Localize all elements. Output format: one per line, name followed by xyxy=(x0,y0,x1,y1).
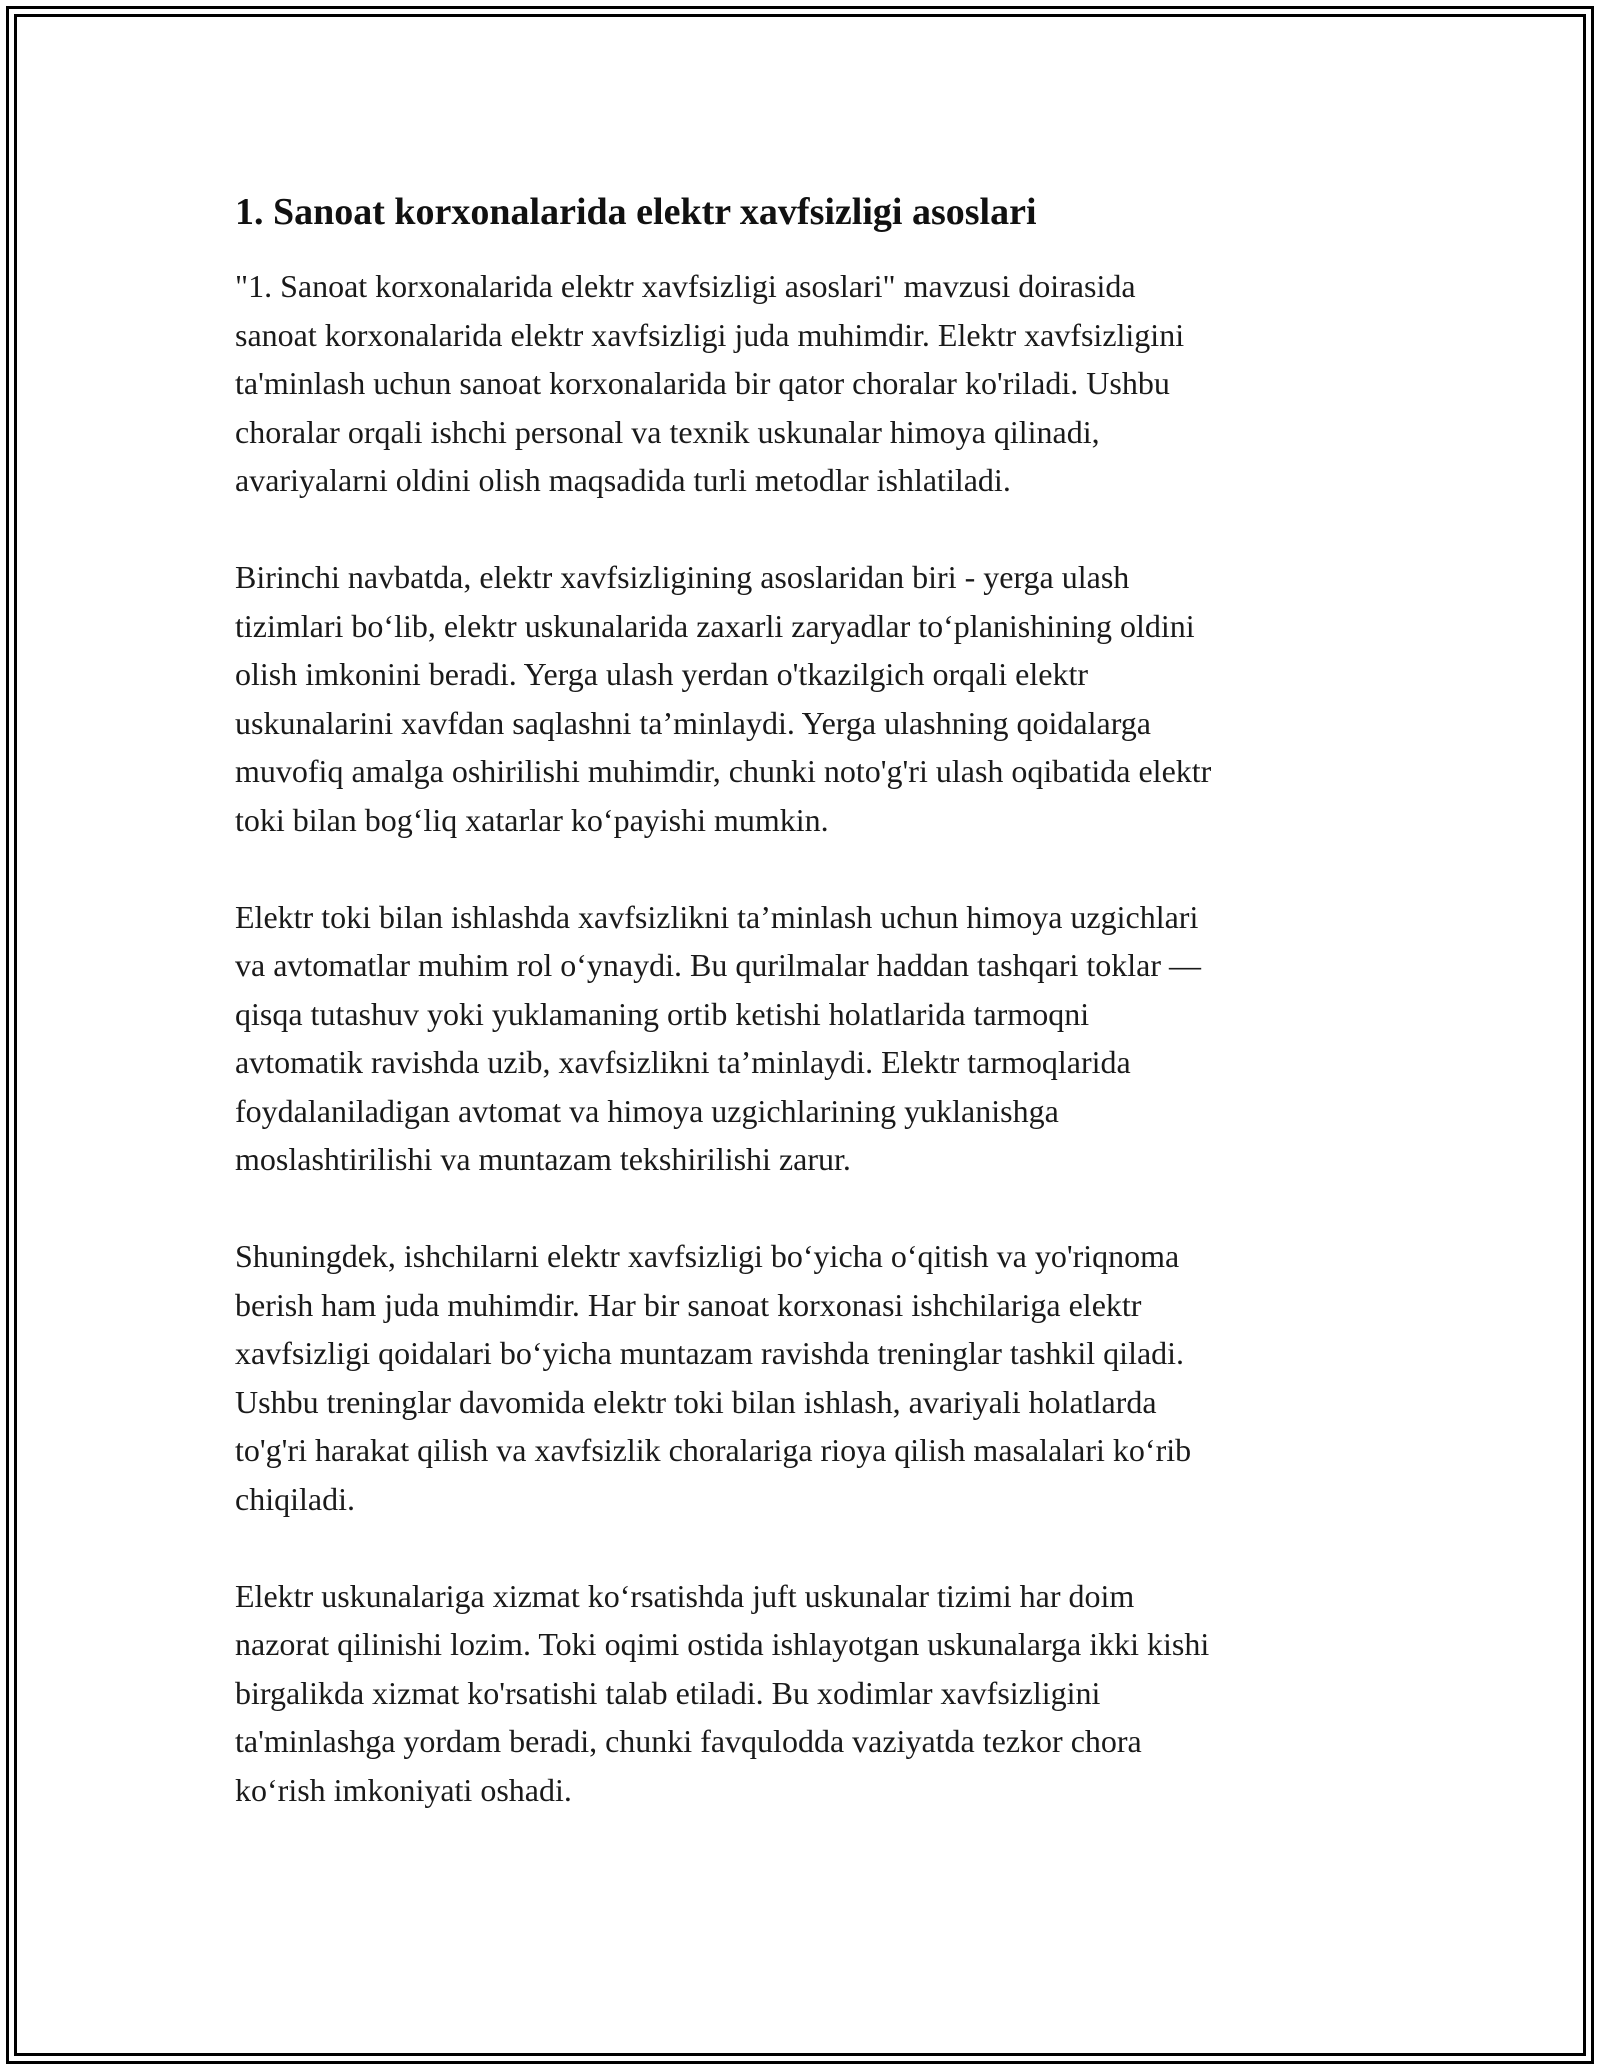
document-title: 1. Sanoat korxonalarida elektr xavfsizligi asoslari xyxy=(235,191,1037,233)
paragraph-1: "1. Sanoat korxonalarida elektr xavfsizligi asoslari" mavzusi doirasida sanoat korxonalarida elektr xavfsizligi juda muhimdir. Elektr xavfsizligini ta'minlash uchun sanoat korxonalarida bir qator choralar ko'riladi. Ushbu choralar orqali ishchi personal va texnik uskunalar himoya qilinadi, avariyalarni oldini olish maqsadida turli metodlar ishlatiladi. xyxy=(235,268,1185,498)
paragraph-3: Elektr toki bilan ishlashda xavfsizlikni ta’minlash uchun himoya uzgichlari va avtomatlar muhim rol o‘ynaydi. Bu qurilmalar haddan tashqari toklar — qisqa tutashuv yoki yuklamaning ortib ketishi holatlarida tarmoqni avtomatik ravishda uzib, xavfsizlikni ta’minlaydi. Elektr tarmoqlarida foydalaniladigan avtomat va himoya uzgichlarining yuklanishga moslashtirilishi va muntazam tekshirilishi zarur. xyxy=(235,898,1201,1177)
paragraph-5: Elektr uskunalariga xizmat ko‘rsatishda juft uskunalar tizimi har doim nazorat qilinishi lozim. Toki oqimi ostida ishlayotgan uskunalarga ikki kishi birgalikda xizmat ko'rsatishi talab etiladi. Bu xodimlar xavfsizligini ta'minlashga yordam beradi, chunki favqulodda vaziyatda tezkor chora ko‘rish imkoniyati oshadi. xyxy=(235,1577,1210,1808)
document-body xyxy=(235,188,1375,1863)
paragraph-2: Birinchi navbatda, elektr xavfsizligining asoslaridan biri - yerga ulash tizimlari bo‘lib, elektr uskunalarida zaxarli zaryadlar to‘planishining oldini olish imkonini beradi. Yerga ulash yerdan o'tkazilgich orqali elektr uskunalarini xavfdan saqlashni ta’minlaydi. Yerga ulashning qoidalarga muvofiq amalga oshirilishi muhimdir, chunki noto'g'ri ulash oqibatida elektr toki bilan bog‘liq xatarlar ko‘payishi mumkin. xyxy=(235,559,1212,838)
paragraph-4: Shuningdek, ishchilarni elektr xavfsizligi bo‘yicha o‘qitish va yo'riqnoma berish ham juda muhimdir. Har bir sanoat korxonasi ishchilariga elektr xavfsizligi qoidalari bo‘yicha muntazam ravishda treninglar tashkil qiladi. Ushbu treninglar davomida elektr toki bilan ishlash, avariyali holatlarda to'g'ri harakat qilish va xavfsizlik choralariga rioya qilish masalalari ko‘rib chiqiladi. xyxy=(235,1238,1192,1517)
